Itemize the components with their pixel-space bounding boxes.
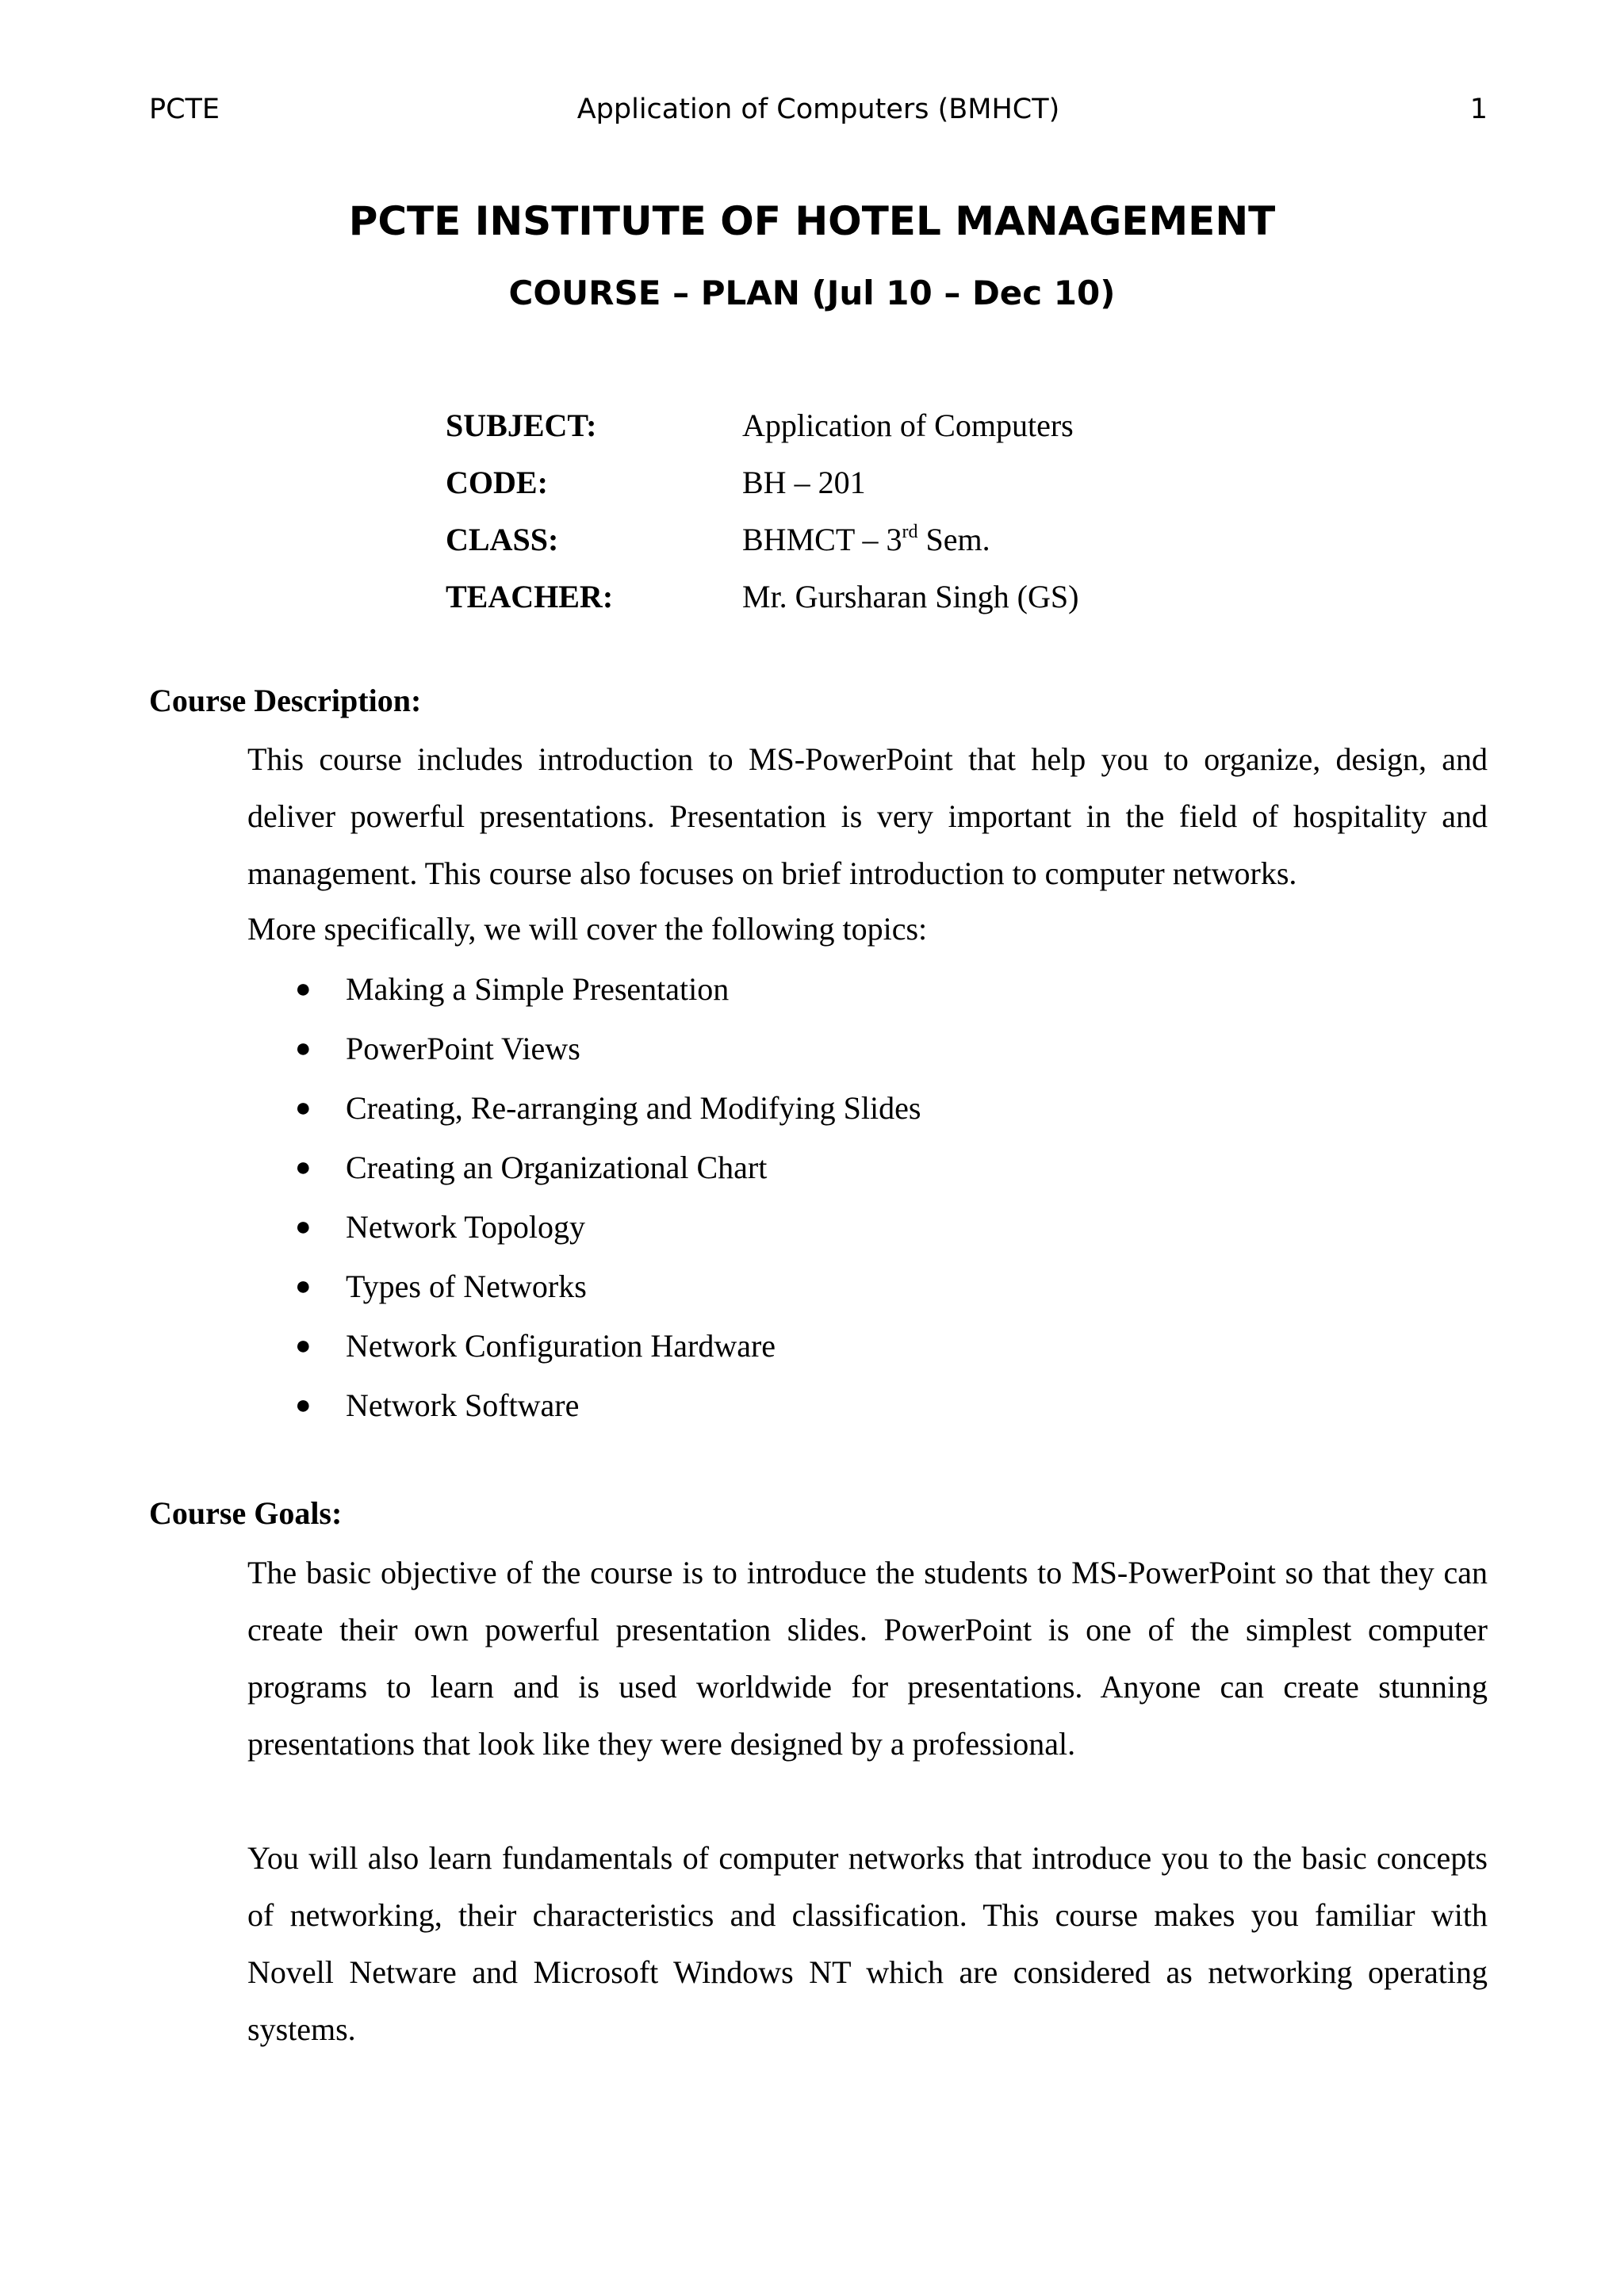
info-row-teacher bbox=[446, 568, 1078, 625]
topic-text: Creating an Organizational Chart bbox=[346, 1150, 768, 1185]
bullet-icon: ● bbox=[295, 1093, 312, 1123]
list-item bbox=[247, 1257, 921, 1316]
topic-text: Types of Networks bbox=[346, 1269, 587, 1304]
topic-text: PowerPoint Views bbox=[346, 1031, 580, 1066]
document-subtitle: COURSE – PLAN (Jul 10 – Dec 10) bbox=[508, 274, 1116, 312]
list-item bbox=[247, 959, 921, 1019]
topic-text: Creating, Re-arranging and Modifying Slides bbox=[346, 1090, 921, 1126]
bullet-icon: ● bbox=[295, 1152, 312, 1182]
topic-text: Network Topology bbox=[346, 1209, 585, 1245]
list-item bbox=[247, 1138, 921, 1197]
course-info-table bbox=[446, 396, 1078, 625]
bullet-icon: ● bbox=[295, 1390, 312, 1420]
topic-text: Network Configuration Hardware bbox=[346, 1328, 776, 1364]
course-goals-heading: Course Goals: bbox=[149, 1495, 343, 1531]
page-number: 1 bbox=[1469, 94, 1488, 125]
class-value-suffix: Sem. bbox=[917, 521, 990, 557]
course-goals-paragraph-1: The basic objective of the course is to introduce the students to MS-PowerPoint so that they can create their own powerful presentation slides. PowerPoint is one of the simplest computer programs to learn and is used worldwide for presentations. Anyone can create stunning presentations that look like they were designed by a professional. bbox=[247, 1555, 1488, 1762]
class-value-ordinal: rd bbox=[902, 521, 918, 542]
code-label: CODE: bbox=[446, 464, 548, 500]
info-row-code bbox=[446, 453, 1078, 511]
course-goals-paragraph-2: You will also learn fundamentals of computer networks that introduce you to the basic concepts of networking, their characteristics and classification. This course makes you familiar with Novell Netware and Microsoft Windows NT which are considered as networking operating systems. bbox=[247, 1840, 1488, 2047]
info-row-class bbox=[446, 511, 1078, 568]
subject-value: Application of Computers bbox=[742, 407, 1074, 443]
topic-text: Network Software bbox=[346, 1387, 580, 1423]
bullet-icon: ● bbox=[295, 1211, 312, 1242]
list-item bbox=[247, 1019, 921, 1078]
class-label: CLASS: bbox=[446, 521, 559, 557]
subject-label: SUBJECT: bbox=[446, 407, 597, 443]
bullet-icon: ● bbox=[295, 1271, 312, 1301]
header-course-title: Application of Computers (BMHCT) bbox=[576, 94, 1060, 125]
bullet-icon: ● bbox=[295, 1033, 312, 1063]
course-description-heading: Course Description: bbox=[149, 683, 422, 718]
topics-intro: More specifically, we will cover the following topics: bbox=[247, 911, 928, 947]
list-item bbox=[247, 1078, 921, 1138]
teacher-label: TEACHER: bbox=[446, 578, 614, 614]
class-value-prefix: BHMCT – 3 bbox=[742, 521, 902, 557]
class-value bbox=[742, 521, 990, 558]
document-title: PCTE INSTITUTE OF HOTEL MANAGEMENT bbox=[348, 198, 1276, 244]
bullet-icon: ● bbox=[295, 974, 312, 1004]
list-item bbox=[247, 1376, 921, 1435]
info-row-subject bbox=[446, 396, 1078, 453]
page-header bbox=[149, 94, 1488, 141]
list-item bbox=[247, 1197, 921, 1257]
topics-list bbox=[247, 959, 921, 1435]
teacher-value: Mr. Gursharan Singh (GS) bbox=[742, 578, 1079, 614]
list-item bbox=[247, 1316, 921, 1376]
code-value: BH – 201 bbox=[742, 464, 866, 500]
bullet-icon: ● bbox=[295, 1330, 312, 1360]
course-description-paragraph: This course includes introduction to MS-PowerPoint that help you to organize, design, and deliver powerful presentations. Presentation is very important in the field of hospitality and management. This course also focuses on brief introduction to computer networks. bbox=[247, 741, 1488, 891]
topic-text: Making a Simple Presentation bbox=[346, 971, 730, 1007]
header-institute: PCTE bbox=[149, 94, 220, 125]
